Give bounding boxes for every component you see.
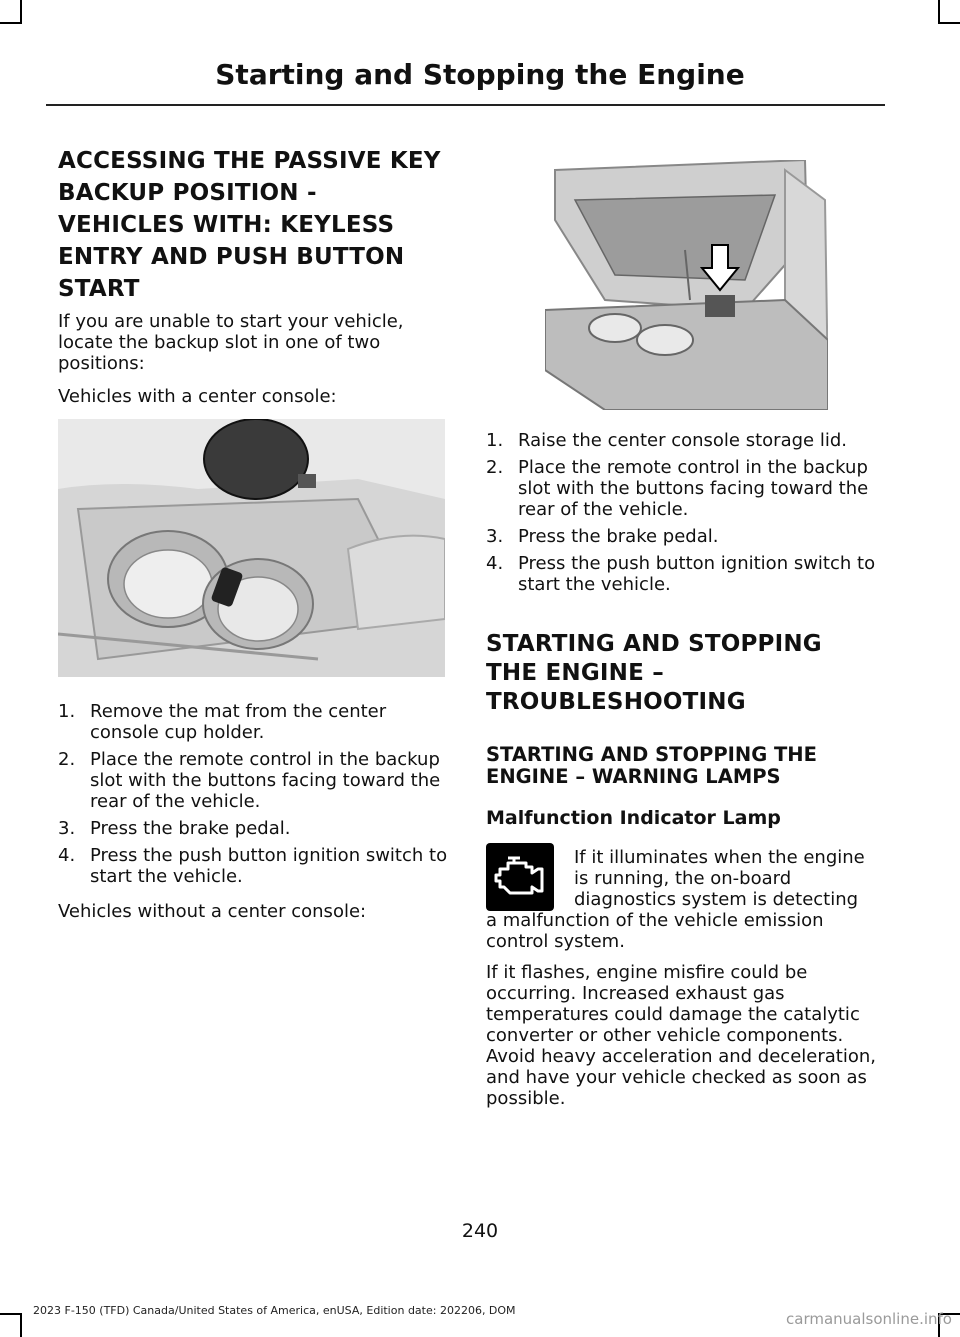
step-number: 3. xyxy=(58,818,76,839)
list-item xyxy=(486,553,886,595)
check-engine-glyph xyxy=(486,843,554,911)
step-number: 4. xyxy=(486,553,504,574)
list-item xyxy=(486,457,886,520)
step-text: Place the remote control in the backup slot with the buttons facing toward the rear of the vehicle. xyxy=(90,749,441,812)
list-item xyxy=(58,701,448,743)
list-item xyxy=(486,430,886,451)
crop-mark xyxy=(938,0,940,24)
heading-line: STARTING AND STOPPING xyxy=(486,631,822,657)
crop-mark xyxy=(938,22,960,24)
section-heading-passive-key xyxy=(58,145,453,305)
left-steps-list xyxy=(58,701,448,893)
step-text: Press the push button ignition switch to start the vehicle. xyxy=(518,553,876,595)
subheading-line: ENGINE – WARNING LAMPS xyxy=(486,765,781,788)
step-text: Press the brake pedal. xyxy=(518,526,719,547)
lamp-line: If it illuminates when the engine xyxy=(574,847,865,868)
watermark: carmanualsonline.info xyxy=(786,1310,952,1328)
step-number: 2. xyxy=(58,749,76,770)
step-number: 4. xyxy=(58,845,76,866)
step-text: Press the brake pedal. xyxy=(90,818,291,839)
heading-line: START xyxy=(58,276,140,302)
step-number: 3. xyxy=(486,526,504,547)
console-lid-drawing xyxy=(545,160,828,410)
subheading-line: STARTING AND STOPPING THE xyxy=(486,743,817,766)
right-steps-list xyxy=(486,430,886,601)
step-number: 1. xyxy=(486,430,504,451)
heading-line: VEHICLES WITH: KEYLESS xyxy=(58,212,395,238)
cup-holder-drawing xyxy=(58,419,445,677)
page-number: 240 xyxy=(461,1220,499,1242)
lamp-line: is running, the on-board xyxy=(574,868,792,889)
console-lid-illustration xyxy=(545,160,828,410)
step-text: Remove the mat from the center console cup holder. xyxy=(90,701,387,743)
crop-mark xyxy=(0,22,22,24)
subheading-warning-lamps xyxy=(486,744,886,788)
crop-mark xyxy=(20,0,22,24)
lamp-paragraph-wrapped xyxy=(574,847,884,910)
list-item xyxy=(486,526,886,547)
step-text: Place the remote control in the backup slot with the buttons facing toward the rear of the vehicle. xyxy=(518,457,869,520)
step-text: Press the push button ignition switch to start the vehicle. xyxy=(90,845,448,887)
heading-line: BACKUP POSITION - xyxy=(58,180,317,206)
heading-line: ACCESSING THE PASSIVE KEY xyxy=(58,148,441,174)
intro-paragraph: If you are unable to start your vehicle, locate the backup slot in one of two positions: xyxy=(58,311,404,374)
lamp-title: Malfunction Indicator Lamp xyxy=(486,807,781,829)
step-text: Raise the center console storage lid. xyxy=(518,430,847,451)
crop-mark xyxy=(0,1313,22,1315)
edition-footer: 2023 F-150 (TFD) Canada/United States of America, enUSA, Edition date: 202206, DOM xyxy=(33,1304,516,1317)
cup-holder-illustration xyxy=(58,419,445,677)
list-item xyxy=(58,749,448,812)
center-console-label: Vehicles with a center console: xyxy=(58,386,337,407)
header-rule xyxy=(46,104,885,106)
heading-line: ENTRY AND PUSH BUTTON xyxy=(58,244,405,270)
step-number: 2. xyxy=(486,457,504,478)
page-header-title: Starting and Stopping the Engine xyxy=(215,58,745,91)
no-console-label: Vehicles without a center console: xyxy=(58,901,367,922)
step-number: 1. xyxy=(58,701,76,722)
section-heading-troubleshooting xyxy=(486,630,886,717)
list-item xyxy=(58,845,448,887)
lamp-paragraph-rest: a malfunction of the vehicle emission control system. xyxy=(486,910,824,952)
heading-line: THE ENGINE – xyxy=(486,660,664,686)
list-item xyxy=(58,818,448,839)
lamp-flash-paragraph: If it flashes, engine misfire could be occurring. Increased exhaust gas temperatures could damage the catalytic converter or other vehicle components. Avoid heavy acceleration and deceleration, and have your vehicle checked as soon as possible. xyxy=(486,962,876,1109)
check-engine-icon xyxy=(486,843,554,911)
crop-mark xyxy=(20,1313,22,1337)
heading-line: TROUBLESHOOTING xyxy=(486,689,746,715)
lamp-line: diagnostics system is detecting xyxy=(574,889,859,910)
